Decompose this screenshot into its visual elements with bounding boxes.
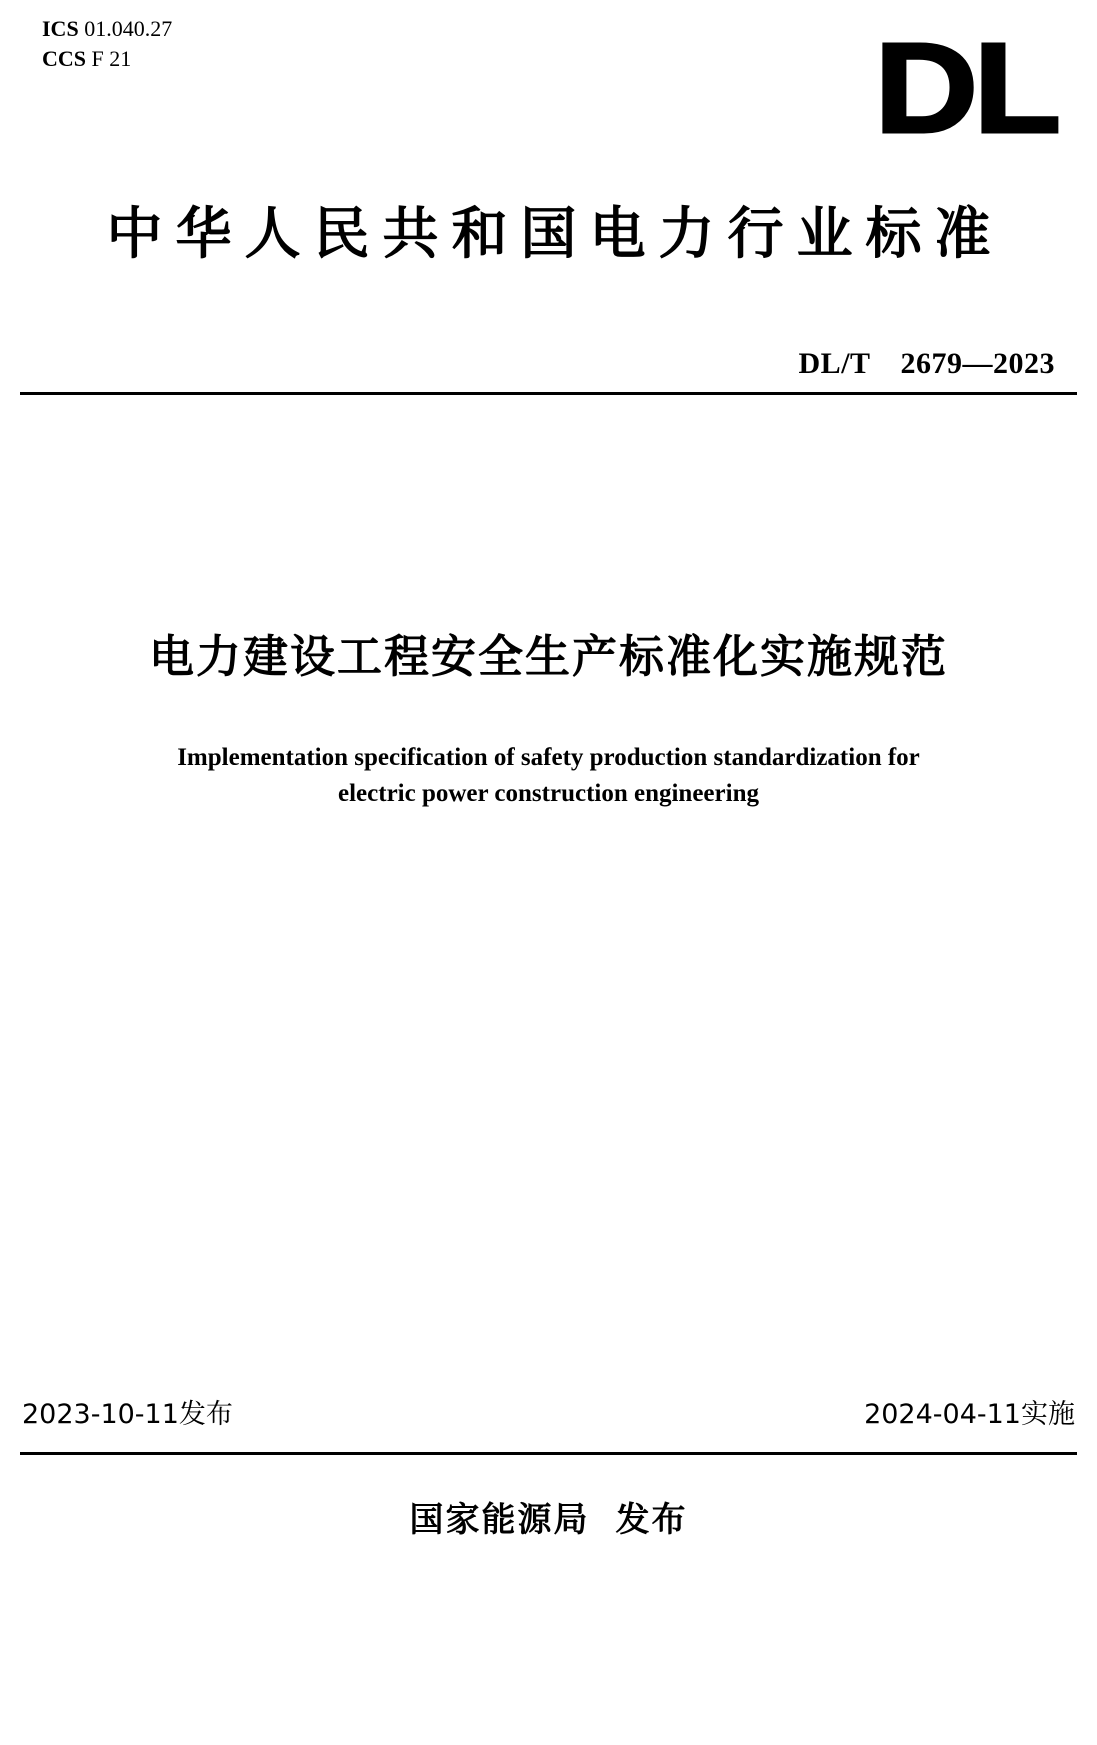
- issuing-authority: [0, 1492, 1097, 1541]
- dl-logo: DL: [874, 17, 1057, 160]
- header-divider: [20, 392, 1077, 395]
- ics-code-line: [42, 14, 172, 44]
- national-standard-title: 中华人民共和国电力行业标准: [106, 201, 1004, 267]
- ccs-value: F 21: [91, 45, 132, 71]
- document-title-english-line2: electric power construction engineering: [338, 780, 759, 808]
- ccs-code-line: [42, 44, 172, 74]
- document-title-chinese: 电力建设工程安全生产标准化实施规范: [148, 630, 948, 683]
- standard-number: DL/T 2679—2023: [798, 347, 1055, 380]
- ics-label: ICS: [42, 16, 79, 41]
- effective-date: 2024-04-11实施: [864, 1399, 1075, 1430]
- footer-dates: [22, 1392, 1075, 1431]
- publish-date: 2023-10-11发布: [22, 1399, 233, 1430]
- issuer-name: 国家能源局: [409, 1500, 590, 1540]
- ccs-label: CCS: [42, 45, 87, 71]
- footer-divider: [20, 1452, 1077, 1455]
- document-title-english: [110, 740, 987, 813]
- ics-value: 01.040.27: [84, 16, 173, 41]
- classification-codes: [42, 14, 172, 73]
- document-title-english-line1: Implementation specification of safety production standardization for: [177, 744, 920, 771]
- issuer-action: 发布: [615, 1500, 688, 1540]
